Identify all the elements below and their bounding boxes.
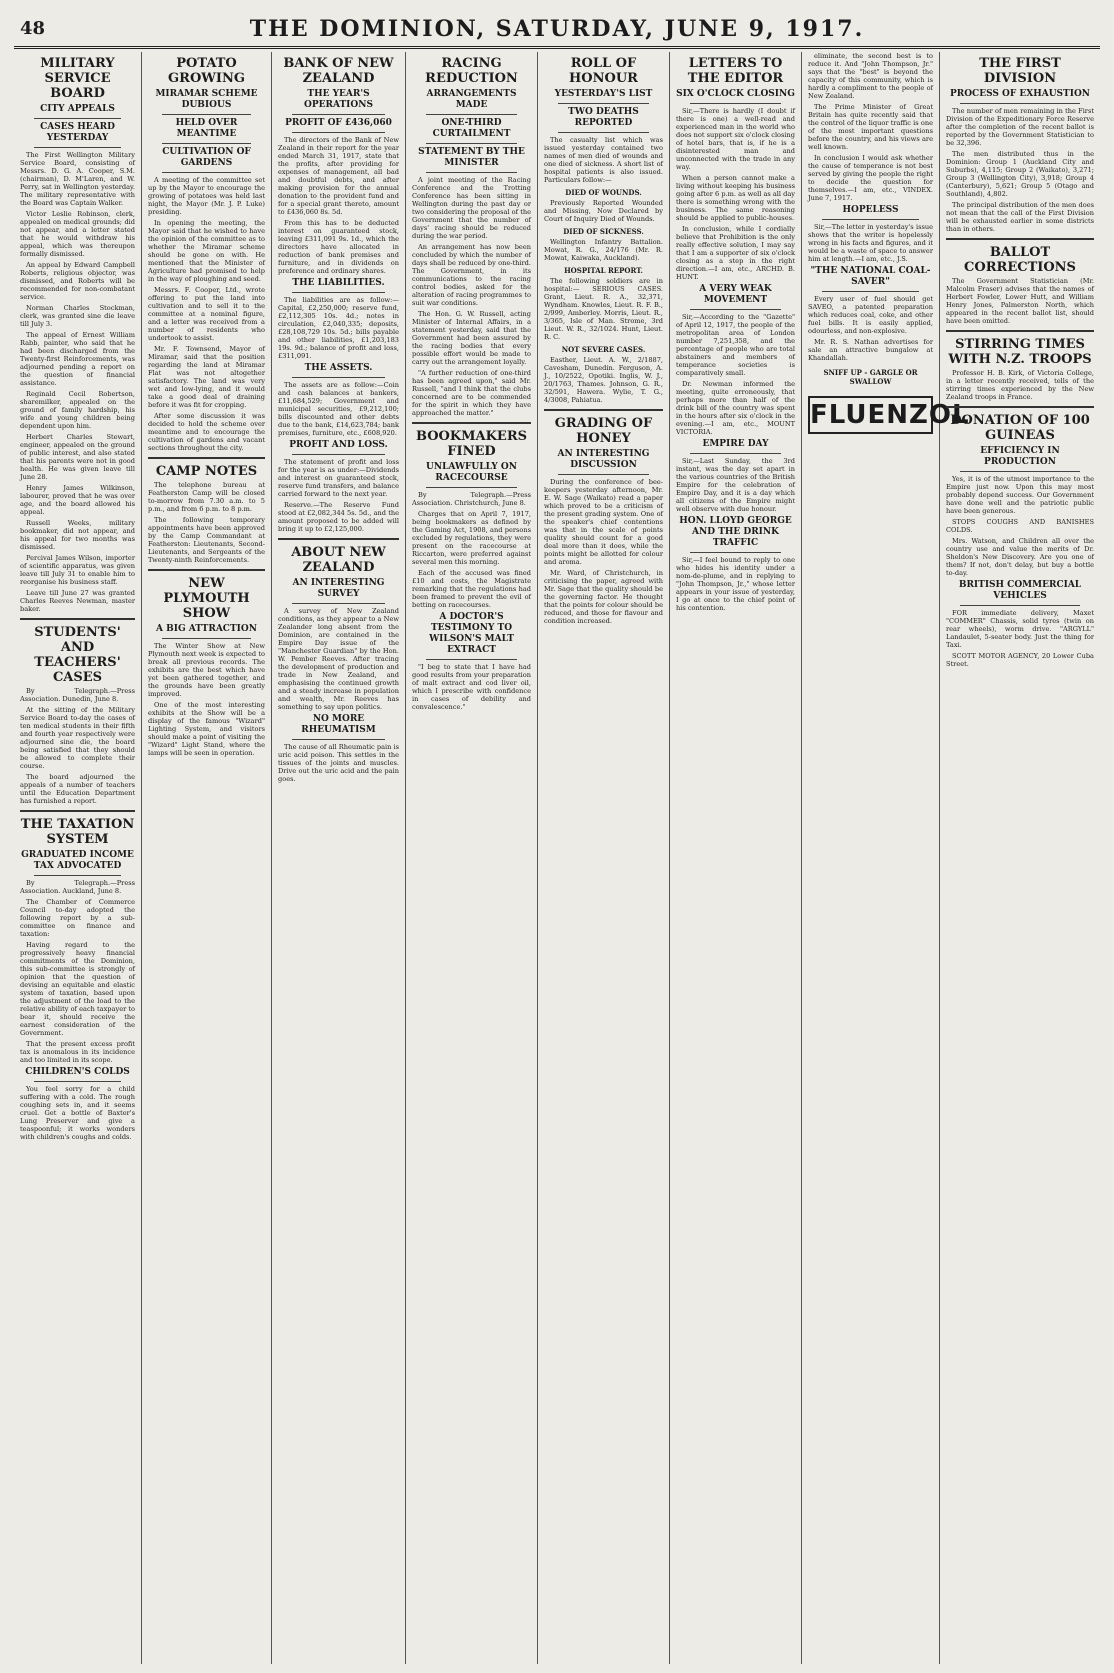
article-paragraph: The assets are as follow:—Coin and cash balances at bankers, £11,684,529; Government and municipal securities, £9,212,100; bills discounted and other debts due to the bank, £14,623,784; bank premises, furniture, etc., £608,920. xyxy=(278,381,399,437)
article-paragraph: When a person cannot make a living without keeping his business going after 6 p.m. as well as all day there is something wrong with the business. The same reasoning should be applied to public-houses. xyxy=(676,174,795,222)
article-subheading: YESTERDAY'S LIST xyxy=(554,89,653,99)
article-divider xyxy=(278,538,399,540)
newspaper-title: THE DOMINION, SATURDAY, JUNE 9, 1917. xyxy=(249,16,865,42)
heading-rule xyxy=(690,103,781,104)
article-paragraph: That the present excess profit tax is anomalous in its incidence and too limited in its scope. xyxy=(20,1040,135,1064)
article-paragraph: One of the most interesting exhibits at the Show will be a display of the famous "Wizard" Lighting System, and visitors should make a point of visiting the "Wizard" Light Stand, where the lamps will be seen in operation. xyxy=(148,701,265,757)
article-paragraph: STOPS COUGHS AND BANISHES COLDS. xyxy=(946,518,1094,534)
heading-rule xyxy=(426,487,517,488)
article-headline: GRADING OF HONEY xyxy=(554,416,653,446)
article-paragraph: Norman Charles Stockman, clerk, was granted sine die leave till July 3. xyxy=(20,304,135,328)
heading-rule xyxy=(558,103,649,104)
heading-rule xyxy=(558,474,649,475)
article-subheading: EFFICIENCY IN PRODUCTION xyxy=(980,446,1060,467)
article-paragraph: Previously Reported Wounded and Missing, Now Declared by Court of Inquiry Died of Wounds. xyxy=(544,199,663,223)
article-paragraph: "A further reduction of one-third has been agreed upon," said Mr. Russell, "and I think that the clubs concerned are to be commended for the spirit in which they have approached the matter." xyxy=(412,369,531,417)
article-paragraph: From this has to be deducted interest on guaranteed stock, leaving £311,091 9s. 1d., which the directors have allocated in reduction of bank premises and furniture, and in dividends on preference and ordinary shares. xyxy=(278,219,399,275)
masthead xyxy=(14,10,1100,49)
article-paragraph: During the conference of bee-keepers yesterday afternoon, Mr. E. W. Sage (Waikato) read a paper which proved to be a criticism of the present grading system. One of the speaker's chief contentions was that in the scale of points quality should count for a good deal more than it does, while the points might be allotted for colour and aroma. xyxy=(544,478,663,566)
article-headline: NEW PLYMOUTH SHOW xyxy=(163,576,250,621)
article-paragraph: Reserve.—The Reserve Fund stood at £2,082,344 5s. 5d., and the amount proposed to be added will bring it up to £2,125,000. xyxy=(278,501,399,533)
article-paragraph: Sir,—Last Sunday, the 3rd instant, was the day set apart in the various countries of the British Empire for the celebration of Empire Day, and it is a day which all citizens of the Empire might well observe with due honour. xyxy=(676,457,795,513)
article-paragraph: SCOTT MOTOR AGENCY, 20 Lower Cuba Street. xyxy=(946,652,1094,668)
article-paragraph: Herbert Charles Stewart, engineer, appealed on the ground of public interest, and also stated that his parents were not in good health. He was given leave till June 28. xyxy=(20,433,135,481)
article-headline: BALLOT CORRECTIONS xyxy=(964,245,1076,275)
article-subheading: CHILDREN'S COLDS xyxy=(25,1067,130,1077)
article-paragraph: Wellington Infantry Battalion. Mowat, R. G., 24/176 (Mr. R. Mowat, Kaiwaka, Auckland). xyxy=(544,238,663,262)
article-paragraph: The Prime Minister of Great Britain has quite recently said that the control of the liquor traffic is one of the most important questions before the country, and his views are well known. xyxy=(808,103,933,151)
heading-rule xyxy=(960,605,1080,606)
heading-rule xyxy=(34,147,121,148)
article-divider xyxy=(946,238,1094,240)
column-6 xyxy=(670,52,802,1664)
heading-rule xyxy=(292,739,385,740)
article-paragraph: The telephone bureau at Featherston Camp will be closed to-morrow from 7.30 a.m. to 5 p.m., and from 6 p.m. to 8 p.m. xyxy=(148,481,265,513)
article-divider xyxy=(20,618,135,620)
article-subheading: AN INTERESTING SURVEY xyxy=(292,578,385,599)
article-paragraph: By Telegraph.—Press Association. Dunedin, June 8. xyxy=(20,687,135,703)
article-paragraph: Dr. Newman informed the meeting, quite erroneously, that perhaps more than half of the drink bill of the country was spent in the hours after six o'clock in the evening.—I am, etc., MOUNT VICTORIA. xyxy=(676,380,795,436)
article-paragraph: The liabilities are as follow:—Capital, £2,250,000; reserve fund, £2,112,305 10s. 4d.; notes in circulation, £2,040,335; deposits, £28,108,729 10s. 5d.; bills payable and other liabilities, £1,203,183 19s. 9d.; balance of profit and loss, £311,091. xyxy=(278,296,399,360)
article-subheading: CITY APPEALS xyxy=(40,104,115,114)
section-label: HOSPITAL REPORT. xyxy=(564,266,643,275)
heading-rule xyxy=(34,118,121,119)
heading-rule xyxy=(822,219,919,220)
article-paragraph: The First Wellington Military Service Board, consisting of Messrs. D. G. A. Cooper, S.M. (chairman), D. M'Laren, and W. Perry, sat in Wellington yesterday. The military representative with the Board was Captain Walker. xyxy=(20,151,135,207)
article-subheading: HON. LLOYD GEORGE AND THE DRINK TRAFFIC xyxy=(679,516,792,548)
article-subheading: GRADUATED INCOME TAX ADVOCATED xyxy=(21,850,134,871)
article-paragraph: Having regard to the progressively heavy financial commitments of the Dominion, this sub-committee is strongly of opinion that the question of devising an equitable and elastic system of taxation, based upon the adjustment of the load to the relative ability of each taxpayer to bear it, should receive the earnest consideration of the Government. xyxy=(20,941,135,1037)
article-headline: CAMP NOTES xyxy=(155,464,258,479)
article-paragraph: A meeting of the committee set up by the Mayor to encourage the growing of potatoes was held last night, the Mayor (Mr. J. P. Luke) presiding. xyxy=(148,176,265,216)
article-headline: RACING REDUCTION xyxy=(425,56,518,86)
article-paragraph: Mrs. Watson, and Children all over the country use and value the merits of Dr. Sheldon's New Discovery. Are you one of them? If not, don't delay, but buy a bottle to-day. xyxy=(946,537,1094,577)
heading-rule xyxy=(960,471,1080,472)
article-paragraph: Leave till June 27 was granted Charles Reeves Newman, master baker. xyxy=(20,589,135,613)
heading-rule xyxy=(960,103,1080,104)
article-paragraph: The Hon. G. W. Russell, acting Minister of Internal Affairs, in a statement yesterday, said that the Government had been assured by the racing bodies that every possible effort would be made to carry out the arrangement loyally. xyxy=(412,310,531,366)
article-paragraph: The following soldiers are in hospital:— SERIOUS CASES. Grant, Lieut. R. A., 32,371, Wyndham. Knowles, Lieut. R. F. B., 2/999, Amberley. Morris, Lieut. R., 3/365, Isle of Man. Strome, 3rd Lieut. W. R., 32/1024. Hunt, Lieut. R. C. xyxy=(544,277,663,341)
article-paragraph: An arrangement has now been concluded by which the number of days shall be reduced by one-third. The Government, in its communications to the racing control bodies, asked for the alteration of racing programmes to suit war conditions. xyxy=(412,243,531,307)
article-paragraph: Russell Weeks, military bookmaker, did not appear, and his appeal for two months was dismissed. xyxy=(20,519,135,551)
article-divider xyxy=(412,422,531,424)
article-paragraph: By Telegraph.—Press Association. Christchurch, June 8. xyxy=(412,491,531,507)
article-divider xyxy=(946,330,1094,332)
article-paragraph: Yes, it is of the utmost importance to the Empire just now. Upon this may most probably depend success. Our Government have done well and the patriotic public have been generous. xyxy=(946,475,1094,515)
article-divider xyxy=(544,409,663,411)
heading-rule xyxy=(34,875,121,876)
heading-rule xyxy=(292,603,385,604)
article-subheading: PROCESS OF EXHAUSTION xyxy=(949,89,1091,99)
article-paragraph: Reginald Cecil Robertson, sharemilker, appealed on the ground of family hardship, his wife and young children being dependent upon him. xyxy=(20,390,135,430)
article-subheading: A VERY WEAK MOVEMENT xyxy=(699,284,772,305)
article-paragraph: The cause of all Rheumatic pain is uric acid poison. This settles in the tissues of the joints and muscles. Drive out the uric acid and the pain goes. xyxy=(278,743,399,783)
article-paragraph: Percival James Wilson, importer of scientific apparatus, was given leave till July 31 to enable him to reorganise his business staff. xyxy=(20,554,135,586)
article-paragraph: Mr. Ward, of Christchurch, in criticising the paper, agreed with Mr. Sage that the quality should be the governing factor. He thought that the points for colour should be reduced, and those for flavour and condition increased. xyxy=(544,569,663,625)
page-number: 48 xyxy=(20,18,46,39)
article-paragraph: A joint meeting of the Racing Conference and the Trotting Conference has been sitting in Wellington during the past day or two considering the proposal of the Government that the number of days' racing should be reduced during the war period. xyxy=(412,176,531,240)
heading-rule xyxy=(292,132,385,133)
heading-rule xyxy=(292,292,385,293)
heading-rule xyxy=(34,1081,121,1082)
article-paragraph: The Chamber of Commerce Council to-day adopted the following report by a sub-committee on finance and taxation: xyxy=(20,898,135,938)
article-headline: ROLL OF HONOUR xyxy=(569,56,638,86)
article-paragraph: Easther, Lieut. A. W., 2/1887, Cavesham, Dunedin. Ferguson, A. J., 10/2522, Opotiki. Inglis, W. J., 20/1763, Thames. Johnson, G. R., 32/591, Hawera. Wylie, T. G., 4/3008, Pahiatua. xyxy=(544,356,663,404)
article-paragraph: Sir,—There is hardly (I doubt if there is one) a well-read and experienced man in the world who does not support six o'clock closing of hotel bars, that is, if he is a disinterested man and unconnected with the trade in any way. xyxy=(676,107,795,171)
article-subheading: MIRAMAR SCHEME DUBIOUS xyxy=(155,89,258,110)
article-headline: DONATION OF 100 GUINEAS xyxy=(950,413,1090,443)
heading-rule xyxy=(690,309,781,310)
article-paragraph: At the sitting of the Military Service Board to-day the cases of ten medical students in their fifth and fourth year respectively were adjourned sine die, the board being satisfied that they should be allowed to complete their course. xyxy=(20,706,135,770)
article-paragraph: In opening the meeting, the Mayor said that he wished to have the opinion of the committee as to whether the Miramar scheme should be gone on with. He mentioned that the Minister of Agriculture had promised to help in the way of ploughing and seed. xyxy=(148,219,265,283)
article-paragraph: Mr. F. Townsend, Mayor of Miramar, said that the position regarding the land at Miramar Flat was not altogether satisfactory. The land was very wet and low-lying, and it would take a good deal of draining before it was fit for cropping. xyxy=(148,345,265,409)
article-headline: LETTERS TO THE EDITOR xyxy=(687,56,784,86)
heading-rule xyxy=(426,114,517,115)
article-paragraph: The Government Statistician (Mr. Malcolm Fraser) advises that the names of Herbert Fowler, Lower Hutt, and William Henry Jones, Palmerston North, which appeared in the recent ballot list, should have been omitted. xyxy=(946,277,1094,325)
fluenzol-tagline: SNIFF UP - GARGLE OR SWALLOW xyxy=(823,368,918,386)
article-paragraph: Each of the accused was fined £10 and costs, the Magistrate remarking that the regulations had been framed to prevent the evil of betting on racecourses. xyxy=(412,569,531,609)
article-paragraph: The following temporary appointments have been approved by the Camp Commandant at Featherston: Lieutenants, Second-Lieutenants, and Sergeants of the Twenty-ninth Reinforcements. xyxy=(148,516,265,564)
article-paragraph: "I beg to state that I have had good results from your preparation of malt extract and cod liver oil, which I prescribe with confidence in cases of debility and convalescence." xyxy=(412,663,531,711)
article-paragraph: You feel sorry for a child suffering with a cold. The rough coughing sets in, and it seems cruel. Get a bottle of Baxter's Lung Preserver and give a teaspoonful; it works wonders with children's coughs and colds. xyxy=(20,1085,135,1141)
article-subheading: A DOCTOR'S TESTIMONY TO WILSON'S MALT EXTRACT xyxy=(429,612,514,655)
article-subheading: ONE-THIRD CURTAILMENT xyxy=(432,118,511,139)
heading-rule xyxy=(162,638,251,639)
article-paragraph: By Telegraph.—Press Association. Auckland, June 8. xyxy=(20,879,135,895)
article-paragraph: The casualty list which was issued yesterday contained two names of men died of wounds and one died of sickness. A short list of hospital patients is also issued. Particulars follow:— xyxy=(544,136,663,184)
article-paragraph: The appeal of Ernest William Rabb, painter, who said that he had been discharged from the Twenty-first Reinforcements, was adjourned pending a report on the question of financial assistance. xyxy=(20,331,135,387)
article-subheading: THE LIABILITIES. xyxy=(292,278,385,288)
article-headline: BOOKMAKERS FINED xyxy=(415,429,528,459)
section-label: DIED OF SICKNESS. xyxy=(563,227,644,236)
heading-rule xyxy=(558,132,649,133)
article-paragraph: Messrs. F. Cooper, Ltd., wrote offering to put the land into cultivation and to sell it to the committee at a nominal figure, and a letter was received from a number of residents who undertook to assist. xyxy=(148,286,265,342)
section-label: NOT SEVERE CASES. xyxy=(561,345,646,354)
article-subheading: THE YEAR'S OPERATIONS xyxy=(304,89,373,110)
article-headline: STIRRING TIMES WITH N.Z. TROOPS xyxy=(948,337,1092,367)
article-paragraph: FOR immediate delivery, Maxet "COMMER" Chassis, solid tyres (twin on rear wheels), worm drive. "ARGYLL" Landaulet, 5-seater body. Just the thing for Taxi. xyxy=(946,609,1094,649)
article-paragraph: The directors of the Bank of New Zealand in their report for the year ended March 31, 1917, state that the profits, after providing for expenses of management, all bad and doubtful debts, and after making provision for the annual donation to the provident fund and for a special grant thereto, amount to £436,060 8s. 5d. xyxy=(278,136,399,216)
article-subheading: PROFIT OF £436,060 xyxy=(285,118,392,128)
article-divider xyxy=(148,457,265,459)
article-subheading: EMPIRE DAY xyxy=(702,439,769,449)
article-paragraph: Mr. R. S. Nathan advertises for sale an attractive bungalow at Khandallah. xyxy=(808,338,933,362)
article-subheading: AN INTERESTING DISCUSSION xyxy=(557,449,650,470)
article-headline: THE FIRST DIVISION xyxy=(979,56,1061,86)
heading-rule xyxy=(162,172,251,173)
article-paragraph: The number of men remaining in the First Division of the Expeditionary Force Reserve after the completion of the recent ballot is reported by the Government Statistician to be 32,396. xyxy=(946,107,1094,147)
article-paragraph: The Winter Show at New Plymouth next week is expected to break all previous records. The exhibits are the best which have yet been gathered together, and the grounds have been greatly improved. xyxy=(148,642,265,698)
article-divider xyxy=(148,569,265,571)
column-1 xyxy=(14,52,142,1664)
article-subheading: HELD OVER MEANTIME xyxy=(175,118,238,139)
article-paragraph: In conclusion I would ask whether the cause of temperance is not best served by giving the people the right to decide the question for themselves.—I am, etc., VINDEX. June 7, 1917. xyxy=(808,154,933,202)
article-headline: STUDENTS' AND TEACHERS' CASES xyxy=(34,625,121,685)
article-paragraph: Henry James Wilkinson, labourer, proved that he was over age, and the board allowed his appeal. xyxy=(20,484,135,516)
article-divider xyxy=(946,406,1094,408)
article-paragraph: The board adjourned the appeals of a number of teachers until the Education Department has furnished a report. xyxy=(20,773,135,805)
article-paragraph: The statement of profit and loss for the year is as under:—Dividends and interest on guaranteed stock, reserve fund transfers, and balance carried forward to the next year. xyxy=(278,458,399,498)
heading-rule xyxy=(690,552,781,553)
article-paragraph: Professor H. B. Kirk, of Victoria College, in a letter recently received, tells of the stirring times experienced by the New Zealand troops in France. xyxy=(946,369,1094,401)
article-paragraph: The principal distribution of the men does not mean that the call of the First Division will be exhausted earlier in some districts than in others. xyxy=(946,201,1094,233)
article-paragraph: In conclusion, while I cordially believe that Prohibition is the only really effective solution, I may say that I am a supporter of six o'clock closing as a step in the right direction.—I am, etc., ARCHD. B. HUNT. xyxy=(676,225,795,281)
article-subheading: CULTIVATION OF GARDENS xyxy=(162,147,251,168)
article-paragraph: After some discussion it was decided to hold the scheme over meantime and to encourage the cultivation of gardens and vacant sections throughout the city. xyxy=(148,412,265,452)
column-7 xyxy=(802,52,970,1664)
article-paragraph: Sir,—I feel bound to reply to one who hides his identity under a nom-de-plume, and in replying to "John Thompson, Jr.," whose letter appears in your issue of yesterday, I go at once to the chief point of his contention. xyxy=(676,556,795,612)
article-subheading: TWO DEATHS REPORTED xyxy=(568,107,639,128)
article-subheading: UNLAWFULLY ON RACECOURSE xyxy=(426,462,517,483)
article-subheading: THE ASSETS. xyxy=(304,363,373,373)
article-paragraph: Charges that on April 7, 1917, being bookmakers as defined by the Gaming Act, 1908, and persons excluded by regulations, they were present on the racecourse at Riccarton, were preferred against several men this morning. xyxy=(412,510,531,566)
article-paragraph: Sir,—According to the "Gazette" of April 12, 1917, the people of the metropolitan area of London number 7,251,358, and the percentage of people who are total abstainers and members of temperance societies is comparatively small. xyxy=(676,313,795,377)
article-subheading: SIX O'CLOCK CLOSING xyxy=(676,89,795,99)
article-headline: THE TAXATION SYSTEM xyxy=(20,817,135,847)
article-subheading: A BIG ATTRACTION xyxy=(156,624,257,634)
heading-rule xyxy=(292,377,385,378)
column-2 xyxy=(142,52,272,1664)
article-paragraph: An appeal by Edward Campbell Roberts, religious objector, was dismissed, and Roberts will be recommended for non-combatant service. xyxy=(20,261,135,301)
columns xyxy=(14,52,1100,1664)
heading-rule xyxy=(292,454,385,455)
column-4 xyxy=(406,52,538,1664)
heading-rule xyxy=(690,453,781,454)
article-subheading: NO MORE RHEUMATISM xyxy=(301,714,376,735)
article-paragraph: Sir,—The letter in yesterday's issue shows that the writer is hopelessly wrong in his facts and figures, and it would be a waste of space to answer him at length.—I am, etc., J.S. xyxy=(808,223,933,263)
article-paragraph: Victor Leslie Robinson, clerk, appealed on medical grounds; did not appear, and a letter stated that he would withdraw his appeal, which was thereupon formally dismissed. xyxy=(20,210,135,258)
heading-rule xyxy=(162,143,251,144)
article-divider xyxy=(20,810,135,812)
heading-rule xyxy=(162,114,251,115)
article-paragraph: eliminate, the second best is to reduce it. And "John Thompson, Jr." says that the "best" is beyond the capacity of this community, which is hardly a compliment to the people of New Zealand. xyxy=(808,52,933,100)
article-paragraph: A survey of New Zealand conditions, as they appear to a New Zealander long absent from the Dominion, are contained in the Empire Day issue of the "Manchester Guardian" by the Hon. W. Pember Reeves. After tracing the development of production and trade in New Zealand, and emphasising the continued growth and a steady increase in population and wealth, Mr. Reeves has something to say upon politics. xyxy=(278,607,399,711)
article-headline: MILITARY SERVICE BOARD xyxy=(40,56,115,101)
article-headline: BANK OF NEW ZEALAND xyxy=(283,56,394,86)
fluenzol-advertisement: FLUENZOL xyxy=(808,396,933,434)
heading-rule xyxy=(426,143,517,144)
heading-rule xyxy=(822,291,919,292)
article-subheading: ARRANGEMENTS MADE xyxy=(426,89,517,110)
heading-rule xyxy=(292,114,385,115)
heading-rule xyxy=(426,172,517,173)
article-paragraph: The men distributed thus in the Dominion: Group 1 (Auckland City and Suburbs), 4,115; Group 2 (Waikato), 3,271; Group 3 (Wellington City), 3,918; Group 4 (Canterbury), 5,621; Group 5 (Otago and Southland), 4,802. xyxy=(946,150,1094,198)
article-subheading: CASES HEARD YESTERDAY xyxy=(40,122,115,143)
heading-rule xyxy=(426,659,517,660)
article-headline: ABOUT NEW ZEALAND xyxy=(291,545,386,575)
article-subheading: "THE NATIONAL COAL-SAVER" xyxy=(810,266,931,287)
column-8 xyxy=(940,52,1100,1664)
article-subheading: HOPELESS xyxy=(842,205,899,215)
article-headline: POTATO GROWING xyxy=(168,56,245,86)
section-label: DIED OF WOUNDS. xyxy=(565,188,642,197)
column-3 xyxy=(272,52,406,1664)
article-subheading: BRITISH COMMERCIAL VEHICLES xyxy=(958,580,1082,601)
article-subheading: PROFIT AND LOSS. xyxy=(289,440,388,450)
article-subheading: STATEMENT BY THE MINISTER xyxy=(418,147,525,168)
article-paragraph: Every user of fuel should get SAVEO, a patented preparation which reduces coal, coke, and other fuel bills. It is easily applied, odourless, and non-explosive. xyxy=(808,295,933,335)
column-5 xyxy=(538,52,670,1664)
